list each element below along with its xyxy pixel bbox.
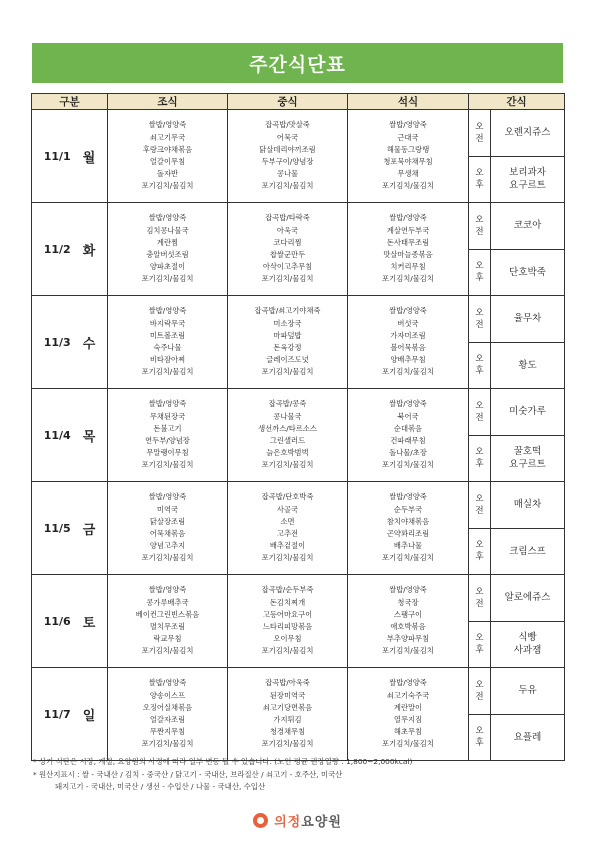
pm-label-char: 후 xyxy=(475,645,484,656)
breakfast-cell xyxy=(108,110,228,203)
menu-item: 쌀밥/영양죽 xyxy=(148,306,187,316)
menu-item: 가자미조림 xyxy=(390,330,426,340)
snack-am-label xyxy=(469,110,491,157)
logo xyxy=(0,808,595,832)
day-label xyxy=(32,426,107,445)
menu-item: 포기김치/물김치 xyxy=(261,274,314,284)
menu-item: 청경채무침 xyxy=(269,727,306,737)
menu-item: 양배추무침 xyxy=(390,355,426,365)
menu-item: 아욱국 xyxy=(276,225,299,235)
snack-item: 황도 xyxy=(518,359,537,371)
snack-item: 단호박죽 xyxy=(509,266,546,278)
menu-item: 된장미역국 xyxy=(269,690,306,700)
day-label xyxy=(32,147,107,166)
footnote-origin-continued: 돼지고기 - 국내산, 미국산 / 생선 - 수입산 / 나물 - 국내산, 수입산 xyxy=(55,782,266,791)
menu-item: 포기김치/물김치 xyxy=(382,274,434,284)
menu-item: 계란찜 xyxy=(156,237,179,247)
menu-item: 순두부국 xyxy=(393,504,423,514)
menu-item: 버섯국 xyxy=(397,318,419,328)
lunch-cell xyxy=(228,203,348,296)
day-label xyxy=(32,519,107,538)
menu-item: 애호박볶음 xyxy=(390,622,426,631)
breakfast-cell xyxy=(108,482,228,575)
menu-item: 잡곡밥/맛살죽 xyxy=(265,120,310,130)
menu-item: 포기김치/물김치 xyxy=(382,739,434,749)
breakfast-cell xyxy=(108,296,228,389)
menu-item: 북어국 xyxy=(397,411,419,421)
menu-item: 근대국 xyxy=(397,132,419,142)
menu-item: 락교무침 xyxy=(153,634,182,644)
menu-item: 비타잠아찌 xyxy=(149,355,186,365)
snack-item: 요구르트 xyxy=(509,459,546,471)
snack-pm-label xyxy=(469,435,491,482)
menu-item: 쌀밥/영양죽 xyxy=(148,213,187,223)
menu-item: 배추나물 xyxy=(393,541,423,551)
menu-item: 쌀밥/영양죽 xyxy=(148,585,187,595)
day-date: 11/7 xyxy=(43,707,71,721)
lunch-cell xyxy=(228,575,348,668)
menu-item: 돈육강정 xyxy=(273,343,302,352)
snack-item: 율무차 xyxy=(513,313,542,325)
day-cell xyxy=(32,482,108,575)
pm-label-char: 오 xyxy=(475,168,484,179)
breakfast-cell xyxy=(108,203,228,296)
header-dinner: 석식 xyxy=(348,94,469,110)
menu-item: 미트볼조림 xyxy=(149,330,186,340)
menu-item: 포기김치/물김치 xyxy=(141,646,194,656)
snack-item: 오렌지쥬스 xyxy=(504,127,551,139)
pm-label-char: 후 xyxy=(475,459,484,470)
menu-item: 양송이스프 xyxy=(149,690,186,700)
footnote-change-notice: * 상기 식단은 시장, 계절, 요양원의 사정에 따라 일부 변동 될 수 있습니다. (노인 평균 권장열량 : 1,800~2,000kcal) xyxy=(33,757,413,766)
am-label-char: 전 xyxy=(475,505,484,516)
menu-item: 미역국 xyxy=(156,504,179,514)
menu-item: 포기김치/물김치 xyxy=(261,553,314,563)
snack-am-label xyxy=(469,203,491,250)
breakfast-cell xyxy=(108,575,228,668)
menu-item: 그린샐러드 xyxy=(269,436,306,445)
weekly-menu-table xyxy=(31,93,565,761)
menu-item: 잡곡밥/쇠고기야채죽 xyxy=(254,306,321,316)
lunch-cell xyxy=(228,389,348,482)
snack-am-label xyxy=(469,296,491,343)
day-cell xyxy=(32,203,108,296)
am-label-char: 오 xyxy=(475,493,484,504)
snack-item: 사과잼 xyxy=(513,645,542,657)
snack-item: 꿀호떡 xyxy=(513,446,542,458)
menu-item: 양념고추지 xyxy=(149,541,186,551)
snack-pm-cell xyxy=(491,156,565,203)
menu-item: 김치콩나물국 xyxy=(146,225,189,235)
pm-label-char: 오 xyxy=(475,633,484,644)
menu-item: 어묵채볶음 xyxy=(149,529,186,538)
menu-item: 포기김치/물김치 xyxy=(141,739,194,749)
menu-item: 돈김치찌개 xyxy=(269,597,306,607)
menu-item: 쌀밥/영양죽 xyxy=(389,399,427,409)
menu-item: 무말랭이무침 xyxy=(146,448,189,458)
day-row-am xyxy=(32,482,565,529)
logo-mark-icon xyxy=(253,813,268,828)
menu-item: 충알버섯조림 xyxy=(146,250,189,259)
menu-item: 청포묵야채무침 xyxy=(383,157,433,166)
menu-item: 생선까스/타르소스 xyxy=(258,423,317,433)
day-weekday: 일 xyxy=(82,708,96,724)
menu-item: 맛살마늘종볶음 xyxy=(383,250,433,259)
menu-item: 무생채 xyxy=(397,169,419,179)
day-weekday: 목 xyxy=(82,429,96,445)
menu-item: 볼어묵볶음 xyxy=(390,343,426,352)
menu-item: 청국장 xyxy=(397,597,419,607)
snack-item: 미숫가루 xyxy=(509,406,546,418)
day-row-am xyxy=(32,389,565,436)
snack-item: 보리과자 xyxy=(509,167,546,179)
snack-am-cell xyxy=(491,296,565,343)
snack-pm-cell xyxy=(491,342,565,389)
footnotes xyxy=(33,756,412,794)
lunch-cell xyxy=(228,296,348,389)
day-label xyxy=(32,705,107,724)
snack-pm-cell xyxy=(491,528,565,575)
menu-item: 쇠고기무국 xyxy=(149,132,186,142)
snack-pm-label xyxy=(469,621,491,668)
menu-item: 포기김치/물김치 xyxy=(382,646,434,656)
menu-item: 포기김치/물김치 xyxy=(141,553,194,563)
snack-pm-label xyxy=(469,528,491,575)
day-date: 11/2 xyxy=(43,242,71,256)
menu-item: 두부구이/양념장 xyxy=(261,157,314,166)
pm-label-char: 오 xyxy=(475,354,484,365)
day-weekday: 수 xyxy=(82,336,96,352)
header-lunch: 중식 xyxy=(228,94,348,110)
menu-item: 콩나물국 xyxy=(273,411,302,421)
day-cell xyxy=(32,296,108,389)
pm-label-char: 후 xyxy=(475,738,484,749)
dinner-cell xyxy=(348,575,469,668)
am-label-char: 전 xyxy=(475,598,484,609)
dinner-cell xyxy=(348,296,469,389)
menu-item: 건파래무침 xyxy=(390,436,426,445)
menu-item: 코다리찜 xyxy=(273,237,302,247)
snack-am-cell xyxy=(491,482,565,529)
day-cell xyxy=(32,110,108,203)
menu-item: 포기김치/물김치 xyxy=(382,460,434,470)
menu-item: 스팸구이 xyxy=(393,609,423,619)
snack-item: 두유 xyxy=(518,685,537,697)
menu-item: 소면 xyxy=(280,516,295,526)
day-row-am xyxy=(32,668,565,715)
am-label-char: 오 xyxy=(475,121,484,132)
menu-item: 멸치무조림 xyxy=(149,622,186,631)
snack-item: 매실차 xyxy=(513,499,542,511)
menu-item: 쌀밥/영양죽 xyxy=(389,306,427,316)
dinner-cell xyxy=(348,110,469,203)
dinner-cell xyxy=(348,203,469,296)
snack-am-cell xyxy=(491,389,565,436)
menu-item: 쌀밥/영양죽 xyxy=(389,120,427,130)
menu-item: 포기김치/물김치 xyxy=(261,181,314,191)
menu-item: 숙주나물 xyxy=(153,343,182,352)
day-date: 11/5 xyxy=(43,521,71,535)
day-date: 11/3 xyxy=(43,335,71,349)
day-weekday: 월 xyxy=(82,150,96,166)
day-row-am xyxy=(32,203,565,250)
menu-item: 포기김치/물김치 xyxy=(141,181,194,191)
menu-item: 쌀밥/영양죽 xyxy=(389,585,427,595)
menu-item: 무짠지무침 xyxy=(149,727,186,737)
snack-am-cell xyxy=(491,203,565,250)
menu-item: 늙은호박범벅 xyxy=(266,448,309,458)
menu-item: 부추양파무침 xyxy=(386,634,430,644)
day-cell xyxy=(32,668,108,761)
menu-item: 포기김치/물김치 xyxy=(382,553,434,563)
menu-item: 포기김치/물김치 xyxy=(382,181,434,191)
snack-pm-cell xyxy=(491,435,565,482)
snack-item: 식빵 xyxy=(518,632,537,644)
snack-pm-label xyxy=(469,714,491,761)
menu-item: 닭살데리야끼조림 xyxy=(259,144,316,154)
menu-item: 포기김치/물김치 xyxy=(261,739,314,749)
dinner-cell xyxy=(348,482,469,575)
menu-item: 잡곡밥/콩죽 xyxy=(268,399,307,409)
dinner-cell xyxy=(348,389,469,482)
am-label-char: 전 xyxy=(475,691,484,702)
menu-item: 쇠고기숙주국 xyxy=(386,690,430,700)
lunch-cell xyxy=(228,482,348,575)
header-row xyxy=(32,94,565,110)
menu-item: 가지튀김 xyxy=(273,715,302,724)
menu-item: 쌀밥/영양죽 xyxy=(389,213,427,223)
snack-pm-cell xyxy=(491,249,565,296)
menu-item: 후랑크야채볶음 xyxy=(142,144,193,154)
snack-item: 알로에쥬스 xyxy=(504,592,551,604)
menu-item: 글레이즈도넛 xyxy=(266,355,309,365)
menu-item: 마파덮밥 xyxy=(273,330,302,340)
header-snack: 간식 xyxy=(469,94,565,110)
snack-am-label xyxy=(469,668,491,715)
menu-item: 베이컨그린빈스볶음 xyxy=(135,609,200,619)
menu-item: 느타리피망볶음 xyxy=(262,622,313,631)
am-label-char: 오 xyxy=(475,307,484,318)
day-row-am xyxy=(32,110,565,157)
menu-item: 계란말이 xyxy=(393,702,423,712)
menu-item: 연두부/양념장 xyxy=(145,436,190,445)
menu-item: 포기김치/물김치 xyxy=(141,460,194,470)
lunch-cell xyxy=(228,110,348,203)
snack-am-label xyxy=(469,389,491,436)
menu-item: 순대볶음 xyxy=(393,423,423,433)
menu-item: 열무지짐 xyxy=(393,715,423,724)
menu-item: 해초무침 xyxy=(393,727,423,737)
pm-label-char: 후 xyxy=(475,366,484,377)
menu-item: 포기김치/물김치 xyxy=(261,367,314,377)
menu-item: 찹쌀군만두 xyxy=(269,250,306,259)
am-label-char: 전 xyxy=(475,226,484,237)
snack-pm-label xyxy=(469,156,491,203)
menu-item: 오이무침 xyxy=(273,634,302,644)
snack-item: 요플레 xyxy=(513,731,542,743)
day-label xyxy=(32,333,107,352)
menu-item: 쌀밥/영양죽 xyxy=(148,492,187,502)
am-label-char: 오 xyxy=(475,400,484,411)
page-title: 주간식단표 xyxy=(32,43,563,83)
menu-item: 돈사태무조림 xyxy=(386,237,430,247)
menu-item: 쌀밥/영양죽 xyxy=(148,120,187,130)
menu-item: 콩가루배추국 xyxy=(146,597,189,607)
snack-pm-label xyxy=(469,342,491,389)
snack-am-cell xyxy=(491,668,565,715)
menu-item: 참치야채볶음 xyxy=(386,516,430,526)
menu-item: 쌀밥/영양죽 xyxy=(389,678,427,688)
menu-item: 쌀밥/영양죽 xyxy=(148,678,187,688)
am-label-char: 전 xyxy=(475,133,484,144)
am-label-char: 전 xyxy=(475,412,484,423)
menu-item: 얼갈이무침 xyxy=(149,157,186,166)
footnote-origin: * 원산지표시 : 쌀 - 국내산 / 김치 - 중국산 / 닭고기 - 국내산, 브라질산 / 쇠고기 - 호주산, 미국산 xyxy=(33,769,343,779)
menu-item: 치커리무침 xyxy=(390,262,426,272)
snack-am-label xyxy=(469,575,491,622)
menu-item: 사골국 xyxy=(276,504,299,514)
menu-item: 쇠고기당면볶음 xyxy=(262,702,313,712)
pm-label-char: 후 xyxy=(475,180,484,191)
menu-item: 닭살장조림 xyxy=(149,516,186,526)
day-row-am xyxy=(32,575,565,622)
menu-item: 고등어마요구이 xyxy=(262,609,313,619)
menu-item: 미소장국 xyxy=(273,318,302,328)
day-weekday: 화 xyxy=(82,243,96,259)
menu-item: 고추전 xyxy=(276,529,299,538)
breakfast-cell xyxy=(108,668,228,761)
menu-item: 잡곡밥/아욱죽 xyxy=(265,678,310,688)
menu-item: 쌀밥/영양죽 xyxy=(389,492,427,502)
day-weekday: 토 xyxy=(82,615,96,631)
menu-item: 포기김치/물김치 xyxy=(261,460,314,470)
menu-item: 돈불고기 xyxy=(153,423,182,433)
menu-item: 양파초절이 xyxy=(149,262,186,272)
am-label-char: 오 xyxy=(475,586,484,597)
menu-item: 계살연두부국 xyxy=(386,225,430,235)
menu-item: 어묵국 xyxy=(276,132,299,142)
menu-item: 쌀밥/영양죽 xyxy=(148,399,187,409)
menu-item: 포기김치/물김치 xyxy=(261,646,314,656)
am-label-char: 오 xyxy=(475,679,484,690)
menu-item: 아삭이고추무침 xyxy=(262,262,313,272)
menu-item: 돌나물/초장 xyxy=(389,448,427,458)
pm-label-char: 후 xyxy=(475,273,484,284)
day-label xyxy=(32,240,107,259)
snack-am-label xyxy=(469,482,491,529)
menu-item: 얼갈자조림 xyxy=(149,715,186,724)
day-row-am xyxy=(32,296,565,343)
am-label-char: 전 xyxy=(475,319,484,330)
dinner-cell xyxy=(348,668,469,761)
pm-label-char: 오 xyxy=(475,540,484,551)
snack-pm-cell xyxy=(491,714,565,761)
day-cell xyxy=(32,575,108,668)
snack-pm-cell xyxy=(491,621,565,668)
breakfast-cell xyxy=(108,389,228,482)
pm-label-char: 오 xyxy=(475,447,484,458)
menu-item: 바지락무국 xyxy=(149,318,186,328)
menu-item: 곤약꽈리조림 xyxy=(386,529,430,538)
menu-item: 포기김치/물김치 xyxy=(141,274,194,284)
header-category: 구분 xyxy=(32,94,108,110)
menu-item: 포기김치/물김치 xyxy=(141,367,194,377)
pm-label-char: 오 xyxy=(475,261,484,272)
menu-item: 잡곡밥/단호박죽 xyxy=(261,492,314,502)
day-date: 11/1 xyxy=(43,149,71,163)
pm-label-char: 오 xyxy=(475,726,484,737)
snack-item: 요구르트 xyxy=(509,180,546,192)
snack-am-cell xyxy=(491,575,565,622)
menu-item: 잡곡밥/타락죽 xyxy=(265,213,310,223)
menu-item: 오징어실채볶음 xyxy=(142,702,193,712)
menu-item: 포기김치/물김치 xyxy=(382,367,434,377)
day-date: 11/6 xyxy=(43,614,71,628)
snack-item: 크림스프 xyxy=(509,545,546,557)
day-label xyxy=(32,612,107,631)
am-label-char: 오 xyxy=(475,214,484,225)
menu-item: 무채된장국 xyxy=(149,411,186,421)
day-weekday: 금 xyxy=(82,522,96,538)
snack-am-cell xyxy=(491,110,565,157)
snack-pm-label xyxy=(469,249,491,296)
lunch-cell xyxy=(228,668,348,761)
day-date: 11/4 xyxy=(43,428,71,442)
menu-item: 콩나물 xyxy=(276,169,299,179)
menu-item: 해물동그랑땡 xyxy=(386,144,430,154)
menu-item: 배추겉절이 xyxy=(269,541,306,551)
menu-item: 잡곡밥/순두부죽 xyxy=(261,585,314,595)
logo-text: 의정요양원 xyxy=(274,814,342,830)
day-cell xyxy=(32,389,108,482)
header-breakfast: 조식 xyxy=(108,94,228,110)
menu-item: 돌자반 xyxy=(156,169,179,179)
snack-item: 코코아 xyxy=(513,220,542,232)
pm-label-char: 후 xyxy=(475,552,484,563)
